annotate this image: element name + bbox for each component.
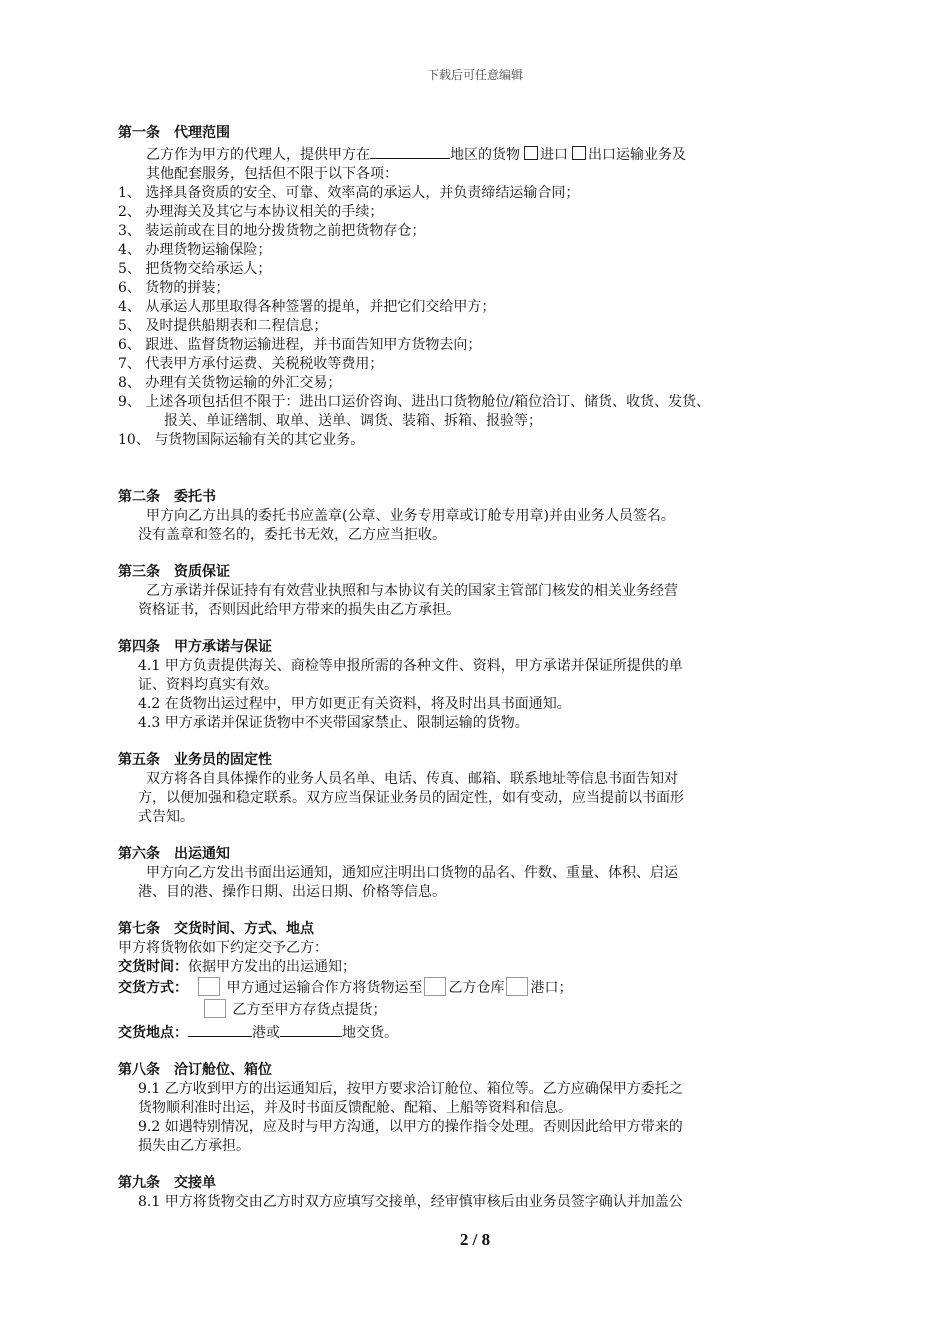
article-5-title: 第五条 业务员的固定性 [118, 752, 272, 768]
article-4-title: 第四条 甲方承诺与保证 [118, 639, 272, 655]
article-4-text: 证、资料均真实有效。 [138, 677, 278, 693]
document-body [118, 124, 818, 1212]
delivery-place-row: 交货地点： 港或 地交货。 [118, 1021, 818, 1043]
list-item-cont: 报关、单证缮制、取单、送单、调货、装箱、拆箱、报验等； [164, 413, 542, 429]
warehouse-checkbox[interactable] [424, 977, 446, 996]
list-item: 5、 及时提供船期表和二程信息； [118, 318, 328, 334]
article-2-title: 第二条 委托书 [118, 489, 216, 505]
article-3-text: 乙方承诺并保证持有有效营业执照和与本协议有关的国家主管部门核发的相关业务经营 [146, 583, 678, 599]
article-8-text: 货物顺利准时出运，并及时书面反馈配舱、配箱、上船等资料和信息。 [138, 1100, 572, 1116]
article-3-title: 第三条 资质保证 [118, 564, 230, 580]
article-6-text: 甲方向乙方发出书面出运通知，通知应注明出口货物的品名、件数、重量、体积、启运 [146, 865, 678, 881]
article-8-text: 9.2 如遇特别情况，应及时与甲方沟通，以甲方的操作指令处理。否则因此给甲方带来的 [138, 1119, 683, 1135]
delivery-method-label: 交货方式： [118, 980, 188, 996]
port-blank[interactable] [188, 1021, 252, 1037]
article-6-text: 港、目的港、操作日期、出运日期、价格等信息。 [138, 884, 446, 900]
article-3-text: 资格证书，否则因此给甲方带来的损失由乙方承担。 [138, 602, 460, 618]
list-item: 2、 办理海关及其它与本协议相关的手续； [118, 204, 384, 220]
list-item: 1、 选择具备资质的安全、可靠、效率高的承运人，并负责缔结运输合同； [118, 185, 580, 201]
list-item: 6、 货物的拼装； [118, 280, 230, 296]
article-5-text: 双方将各自具体操作的业务人员名单、电话、传真、邮箱、联系地址等信息书面告知对 [146, 771, 678, 787]
article-8-title: 第八条 洽订舱位、箱位 [118, 1062, 272, 1078]
article-6-title: 第六条 出运通知 [118, 846, 230, 862]
delivery-method-row: 交货方式： 甲方通过运输合作方将货物运至 乙方仓库 港口； [118, 977, 818, 999]
delivery-time-label: 交货时间： [118, 959, 188, 975]
list-item: 8、 办理有关货物运输的外汇交易； [118, 375, 342, 391]
article-9-text: 8.1 甲方将货物交由乙方时双方应填写交接单，经审慎审核后由业务员签字确认并加盖公 [138, 1194, 683, 1210]
export-checkbox[interactable] [572, 146, 586, 160]
list-item: 9、 上述各项包括但不限于：进出口运价咨询、进出口货物舱位/箱位洽订、储货、收货、发货、 [118, 394, 711, 410]
list-item: 6、 跟进、监督货物运输进程，并书面告知甲方货物去向； [118, 337, 482, 353]
port-checkbox[interactable] [506, 977, 528, 996]
list-item: 3、 装运前或在目的地分拨货物之前把货物存仓； [118, 223, 426, 239]
article-1-intro: 乙方作为甲方的代理人，提供甲方在 地区的货物 进口 出口运输业务及 [118, 143, 818, 165]
article-7-title: 第七条 交货时间、方式、地点 [118, 921, 314, 937]
article-1-intro-cont: 其他配套服务，包括但不限于以下各项： [146, 166, 398, 182]
article-8-text: 损失由乙方承担。 [138, 1138, 250, 1154]
method-transport-checkbox[interactable] [198, 977, 220, 996]
list-item: 4、 从承运人那里取得各种签署的提单，并把它们交给甲方； [118, 299, 496, 315]
list-item: 5、 把货物交给承运人； [118, 261, 272, 277]
place-blank[interactable] [280, 1021, 342, 1037]
list-item: 10、 与货物国际运输有关的其它业务。 [118, 432, 365, 448]
article-5-text: 式告知。 [138, 809, 194, 825]
article-2-text: 甲方向乙方出具的委托书应盖章(公章、业务专用章或订舱专用章)并由业务人员签名。 [146, 508, 675, 524]
list-item: 7、 代表甲方承付运费、关税税收等费用； [118, 356, 384, 372]
page-number: 2 / 8 [459, 1230, 491, 1249]
article-7-text: 甲方将货物依如下约定交予乙方： [118, 940, 328, 956]
article-4-text: 4.3 甲方承诺并保证货物中不夹带国家禁止、限制运输的货物。 [138, 715, 529, 731]
region-blank[interactable] [370, 143, 450, 159]
list-item: 4、 办理货物运输保险； [118, 242, 272, 258]
page-header: 下载后可任意编辑 [426, 68, 523, 82]
delivery-method-row-2: 乙方至甲方存货点提货； [118, 999, 818, 1021]
article-1-title: 第一条 代理范围 [118, 125, 230, 141]
article-5-text: 方，以便加强和稳定联系。双方应当保证业务员的固定性，如有变动，应当提前以书面形 [138, 790, 684, 806]
method-pickup-checkbox[interactable] [204, 999, 226, 1018]
article-9-title: 第九条 交接单 [118, 1175, 216, 1191]
article-4-text: 4.1 甲方负责提供海关、商检等申报所需的各种文件、资料，甲方承诺并保证所提供的单 [138, 658, 683, 674]
import-checkbox[interactable] [524, 146, 538, 160]
article-2-text: 没有盖章和签名的，委托书无效，乙方应当拒收。 [138, 527, 446, 543]
article-8-text: 9.1 乙方收到甲方的出运通知后，按甲方要求洽订舱位、箱位等。乙方应确保甲方委托之 [138, 1081, 683, 1097]
article-4-text: 4.2 在货物出运过程中，甲方如更正有关资料，将及时出具书面通知。 [138, 696, 571, 712]
delivery-time-row: 交货时间：依据甲方发出的出运通知； [118, 959, 356, 975]
delivery-place-label: 交货地点： [118, 1025, 188, 1041]
